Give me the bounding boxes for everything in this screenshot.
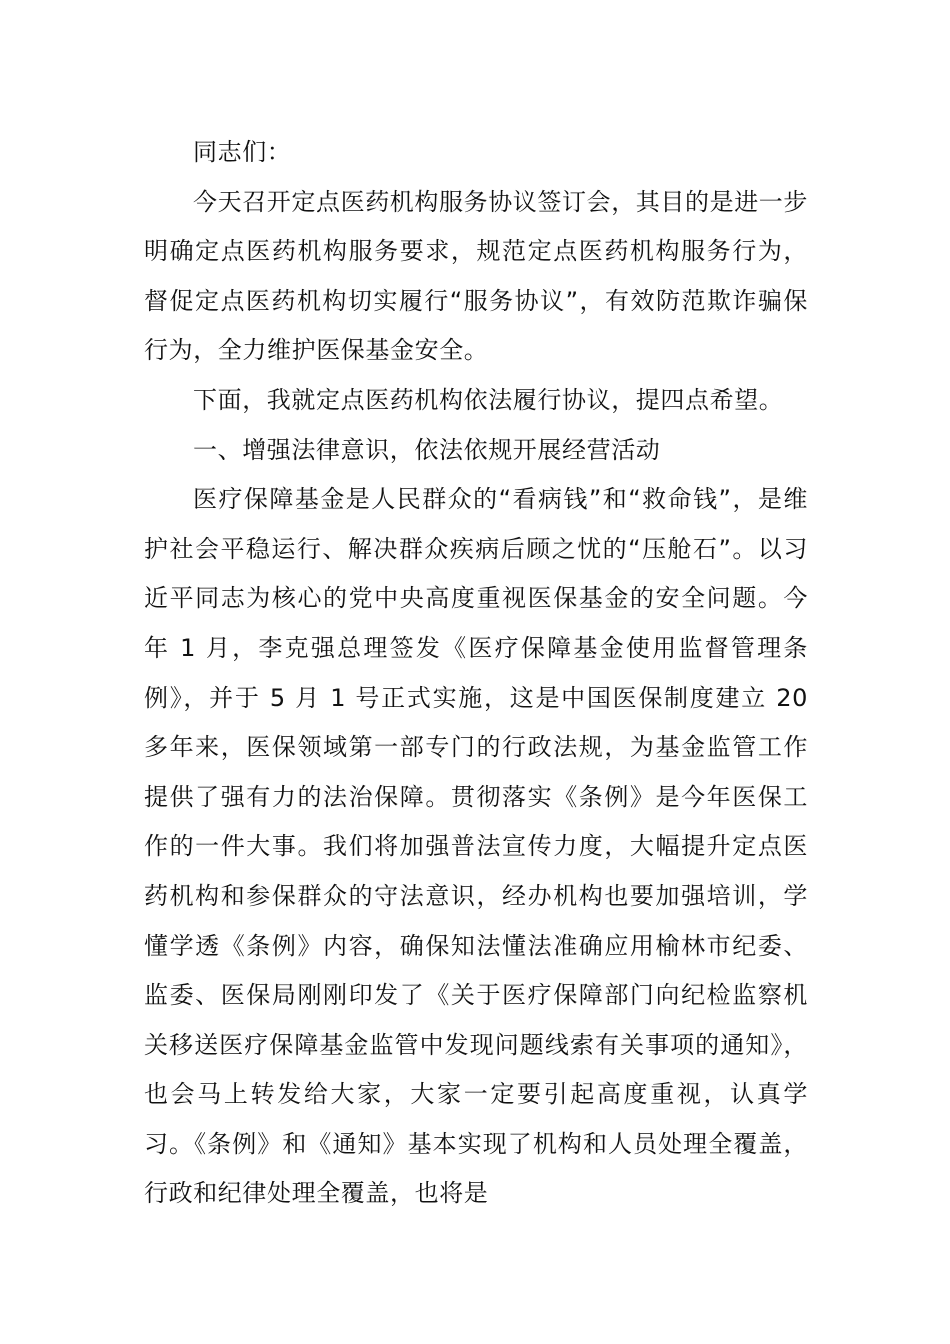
paragraph-intro: 今天召开定点医药机构服务协议签订会，其目的是进一步明确定点医药机构服务要求，规范定点医药机构服务行为，督促定点医药机构切实履行“服务协议”，有效防范欺诈骗保行为，全力维护医保基金安全。 <box>144 187 808 365</box>
paragraph-body: 医疗保障基金是人民群众的“看病钱”和“救命钱”，是维护社会平稳运行、解决群众疾病后顾之忧的“压舱石”。以习近平同志为核心的党中央高度重视医保基金的安全问题。今年 1 月，李克强总理签发《医疗保障基金使用监督管理条例》，并于 5 月 1 号正式实施，这是中国医保制度建立 20 多年来，医保领域第一部专门的行政法规，为基金监管工作提供了强有力的法治保障。贯彻落实《条例》是今年医保工作的一件大事。我们将加强普法宣传力度，大幅提升定点医药机构和参保群众的守法意识，经办机构也要加强培训，学懂学透《条例》内容，确保知法懂法准确应用榆林市纪委、监委、医保局刚刚印发了《关于医疗保障部门向纪检监察机关移送医疗保障基金监管中发现问题线索有关事项的通知》，也会马上转发给大家，大家一定要引起高度重视，认真学习。《条例》和《通知》基本实现了机构和人员处理全覆盖，行政和纪律处理全覆盖，也将是 <box>144 485 808 1208</box>
section-heading-1: 一、增强法律意识，依法依规开展经营活动 <box>193 435 661 464</box>
paragraph-hopes: 下面，我就定点医药机构依法履行协议，提四点希望。 <box>193 385 784 414</box>
document-page <box>144 128 808 1219</box>
greeting-line: 同志们： <box>193 138 292 166</box>
